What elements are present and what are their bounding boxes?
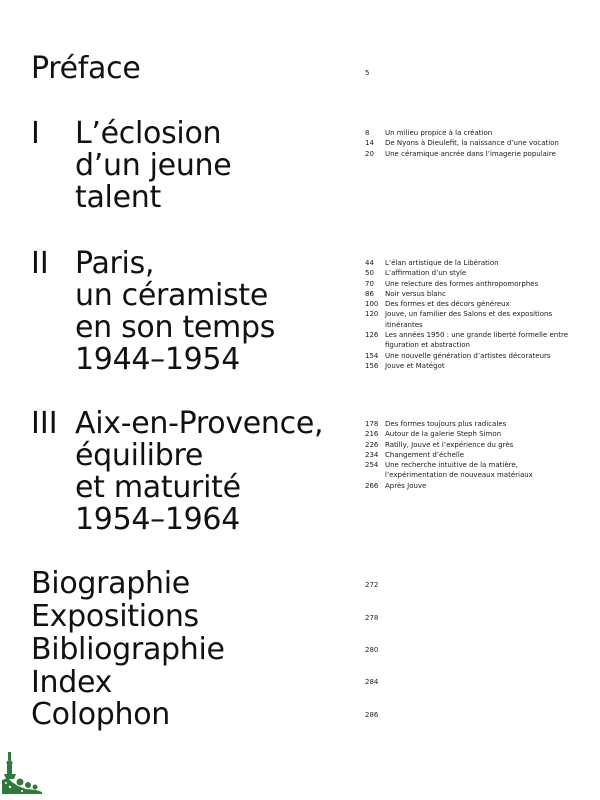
entry-page-number: 178 [365, 420, 379, 428]
entry-title: Après Jouve [385, 481, 427, 490]
entry-page-number: 70 [365, 279, 374, 288]
back-matter-heading[interactable]: Biographie [31, 566, 190, 601]
part-iii-title-line: et maturité [75, 470, 241, 505]
toc-entry[interactable] [365, 309, 570, 330]
toc-entry[interactable] [365, 128, 570, 138]
back-matter-heading[interactable]: Colophon [31, 697, 171, 732]
part-ii-title-line: 1944–1954 [75, 342, 240, 377]
toc-entry[interactable] [365, 330, 570, 351]
entry-title: Ratilly, Jouve et l’expérience du grès [385, 440, 514, 449]
entry-page-number: 120 [365, 310, 379, 319]
entry-page-number: 8 [365, 129, 370, 137]
entry-page-number: 50 [365, 269, 374, 278]
toc-entry[interactable] [365, 429, 570, 439]
toc-entry[interactable] [365, 460, 570, 481]
entry-page-number: 154 [365, 351, 379, 360]
entry-page-number: 254 [365, 461, 379, 470]
back-matter-page-number: 278 [365, 614, 379, 622]
part-i-numeral: I [31, 116, 40, 151]
entry-page-number: 226 [365, 440, 379, 449]
toc-entry[interactable] [365, 258, 570, 268]
part-i-entries [365, 128, 570, 159]
entry-title: Des formes et des décors généreux [385, 300, 510, 309]
entry-title: Une nouvelle génération d’artistes décorateurs [385, 351, 551, 360]
entry-page-number: 234 [365, 450, 379, 459]
entry-page-number: 14 [365, 139, 374, 148]
entry-title: De Nyons à Dieulefit, la naissance d’une vocation [385, 139, 559, 148]
toc-entry[interactable] [365, 289, 570, 299]
entry-title: L’affirmation d’un style [385, 269, 467, 278]
part-i-title-line: L’éclosion [75, 116, 222, 151]
part-i-title-line: d’un jeune [75, 148, 232, 183]
entry-title: Un milieu propice à la création [385, 129, 493, 137]
entry-page-number: 216 [365, 430, 379, 439]
toc-entry[interactable] [365, 149, 570, 159]
entry-title: Des formes toujours plus radicales [385, 420, 507, 428]
entry-title: Une relecture des formes anthropomorphes [385, 279, 539, 288]
entry-title: Jouve, un familier des Salons et des expositions itinérantes [385, 310, 553, 329]
entry-page-number: 20 [365, 149, 374, 158]
entry-page-number: 266 [365, 481, 379, 490]
entry-title: Les années 1950 : une grande liberté formelle entre figuration et abstraction [385, 331, 569, 350]
part-iii-title-line: 1954–1964 [75, 502, 240, 537]
toc-entry[interactable] [365, 440, 570, 450]
entry-title: Jouve et Matégot [385, 361, 445, 370]
entry-page-number: 126 [365, 331, 379, 340]
part-iii-title-line: équilibre [75, 438, 203, 473]
toc-entry[interactable] [365, 361, 570, 371]
part-ii-title-line: en son temps [75, 310, 276, 345]
entry-page-number: 86 [365, 289, 374, 298]
green-ornament-icon [2, 752, 42, 794]
toc-entry[interactable] [365, 351, 570, 361]
preface-heading: Préface [31, 51, 141, 86]
entry-page-number: 156 [365, 361, 379, 370]
part-ii-title-line: un céramiste [75, 278, 269, 313]
toc-entry[interactable] [365, 138, 570, 148]
toc-entry[interactable] [365, 279, 570, 289]
part-iii-entries [365, 419, 570, 491]
toc-entry[interactable] [365, 450, 570, 460]
entry-page-number: 44 [365, 259, 374, 267]
preface-page-number: 5 [365, 69, 370, 77]
entry-title: L’élan artistique de la Libération [385, 259, 499, 267]
back-matter-heading[interactable]: Expositions [31, 599, 199, 634]
toc-entry[interactable] [365, 268, 570, 278]
back-matter-page-number: 280 [365, 646, 379, 654]
part-iii-numeral: III [31, 406, 58, 441]
part-iii-title-line: Aix-en-Provence, [75, 406, 324, 441]
part-ii-title-line: Paris, [75, 246, 155, 281]
part-i-title-line: talent [75, 180, 161, 215]
entry-title: Une recherche intuitive de la matière, l’expérimentation de nouveaux matériaux [385, 461, 533, 480]
toc-entry[interactable] [365, 419, 570, 429]
entry-title: Une céramique ancrée dans l’imagerie populaire [385, 149, 556, 158]
back-matter-page-number: 284 [365, 678, 379, 686]
toc-entry[interactable] [365, 299, 570, 309]
entry-title: Autour de la galerie Steph Simon [385, 430, 502, 439]
back-matter-heading[interactable]: Bibliographie [31, 632, 225, 667]
back-matter-page-number: 272 [365, 581, 379, 589]
part-ii-entries [365, 258, 570, 371]
toc-entry[interactable] [365, 481, 570, 491]
entry-page-number: 100 [365, 300, 379, 309]
part-ii-numeral: II [31, 246, 49, 281]
back-matter-heading[interactable]: Index [31, 665, 113, 700]
entry-title: Noir versus blanc [385, 289, 446, 298]
entry-title: Changement d’échelle [385, 450, 465, 459]
back-matter-page-number: 286 [365, 711, 379, 719]
